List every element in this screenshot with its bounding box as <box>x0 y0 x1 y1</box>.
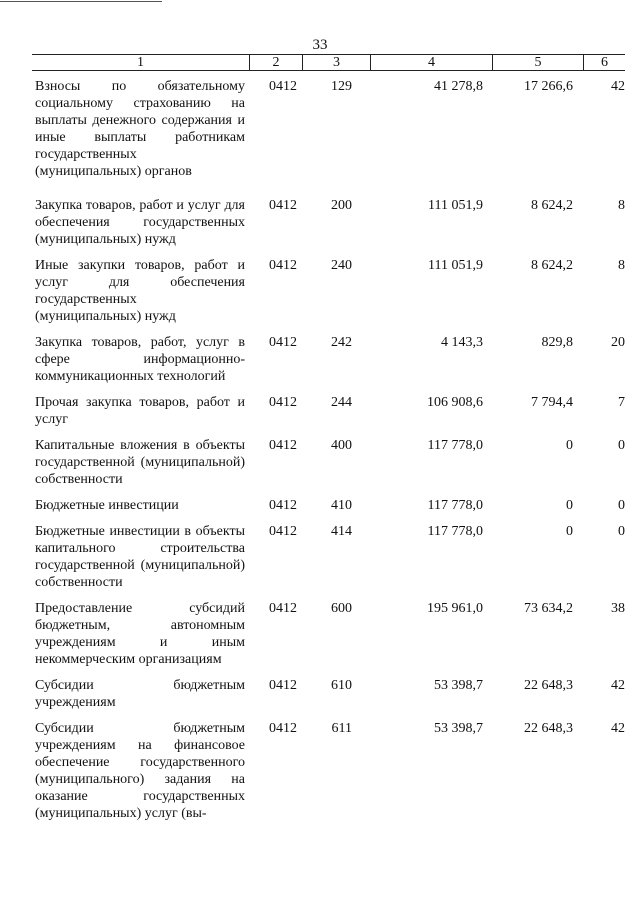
row-expense-type: 600 <box>331 601 352 616</box>
header-col-3: 3 <box>302 55 370 70</box>
table-row <box>32 394 625 428</box>
row-percent: 20 <box>611 335 625 350</box>
header-col-5: 5 <box>492 55 583 70</box>
table-row <box>32 720 625 822</box>
table-row <box>32 257 625 325</box>
top-rule <box>0 1 162 2</box>
table-row <box>32 78 625 180</box>
header-col-1: 1 <box>137 55 144 70</box>
row-percent: 42 <box>611 721 625 736</box>
row-actual-value: 8 624,2 <box>531 198 573 213</box>
row-percent: 38 <box>611 601 625 616</box>
table-row <box>32 437 625 488</box>
row-name: Субсидии бюджетным учреждениям на финансовое обеспечение государственного (муниципального) задания на оказание государственных (муниципальных) услуг (вы- <box>35 721 245 821</box>
row-percent: 8 <box>618 258 625 273</box>
row-section-code: 0412 <box>269 721 297 736</box>
row-plan-value: 53 398,7 <box>434 678 483 693</box>
table-row <box>32 497 625 514</box>
row-plan-value: 106 908,6 <box>427 395 483 410</box>
header-col-4: 4 <box>370 55 492 70</box>
row-section-code: 0412 <box>269 395 297 410</box>
row-actual-value: 17 266,6 <box>524 79 573 94</box>
row-name: Субсидии бюджетным учреждениям <box>35 678 245 710</box>
row-actual-value: 73 634,2 <box>524 601 573 616</box>
header-col-2: 2 <box>249 55 302 70</box>
row-plan-value: 117 778,0 <box>427 498 483 513</box>
row-actual-value: 7 794,4 <box>531 395 573 410</box>
row-plan-value: 117 778,0 <box>427 438 483 453</box>
row-section-code: 0412 <box>269 79 297 94</box>
row-percent: 0 <box>618 438 625 453</box>
row-plan-value: 53 398,7 <box>434 721 483 736</box>
row-expense-type: 410 <box>331 498 352 513</box>
row-name: Взносы по обязательному социальному страхованию на выплаты денежного содержания и иные выплаты работникам государственных (муниципальных) органов <box>35 79 245 179</box>
row-section-code: 0412 <box>269 198 297 213</box>
row-name: Бюджетные инвестиции в объекты капитального строительства государственной (муниципальной) собственности <box>35 524 245 590</box>
row-percent: 8 <box>618 198 625 213</box>
row-percent: 0 <box>618 498 625 513</box>
row-section-code: 0412 <box>269 524 297 539</box>
row-percent: 42 <box>611 79 625 94</box>
row-plan-value: 111 051,9 <box>428 198 483 213</box>
row-expense-type: 240 <box>331 258 352 273</box>
row-expense-type: 129 <box>331 79 352 94</box>
row-plan-value: 4 143,3 <box>441 335 483 350</box>
row-actual-value: 0 <box>566 498 573 513</box>
table-row <box>32 197 625 248</box>
row-section-code: 0412 <box>269 438 297 453</box>
row-expense-type: 244 <box>331 395 352 410</box>
row-actual-value: 22 648,3 <box>524 721 573 736</box>
row-actual-value: 8 624,2 <box>531 258 573 273</box>
table-body <box>32 78 625 822</box>
row-expense-type: 610 <box>331 678 352 693</box>
row-section-code: 0412 <box>269 258 297 273</box>
row-name: Закупка товаров, работ, услуг в сфере информационно-коммуникационных технологий <box>35 335 245 384</box>
row-plan-value: 111 051,9 <box>428 258 483 273</box>
table-row <box>32 677 625 711</box>
row-actual-value: 0 <box>566 524 573 539</box>
row-expense-type: 200 <box>331 198 352 213</box>
row-name: Капитальные вложения в объекты государственной (муниципальной) собственности <box>35 438 245 487</box>
row-plan-value: 41 278,8 <box>434 79 483 94</box>
table-row <box>32 600 625 668</box>
table-row <box>32 523 625 591</box>
row-name: Иные закупки товаров, работ и услуг для обеспечения государственных (муниципальных) нужд <box>35 258 245 324</box>
row-percent: 42 <box>611 678 625 693</box>
row-actual-value: 829,8 <box>541 335 573 350</box>
row-actual-value: 0 <box>566 438 573 453</box>
row-plan-value: 117 778,0 <box>427 524 483 539</box>
row-section-code: 0412 <box>269 678 297 693</box>
table-row <box>32 334 625 385</box>
row-section-code: 0412 <box>269 601 297 616</box>
row-name: Предоставление субсидий бюджетным, автономным учреждениям и иным некоммерческим организациям <box>35 601 245 667</box>
row-plan-value: 195 961,0 <box>427 601 483 616</box>
row-expense-type: 414 <box>331 524 352 539</box>
row-section-code: 0412 <box>269 335 297 350</box>
row-percent: 7 <box>618 395 625 410</box>
row-section-code: 0412 <box>269 498 297 513</box>
row-actual-value: 22 648,3 <box>524 678 573 693</box>
header-col-6: 6 <box>583 55 625 70</box>
row-percent: 0 <box>618 524 625 539</box>
row-expense-type: 611 <box>331 721 352 736</box>
row-name: Закупка товаров, работ и услуг для обеспечения государственных (муниципальных) нужд <box>35 198 245 247</box>
row-name: Бюджетные инвестиции <box>35 498 179 513</box>
row-expense-type: 400 <box>331 438 352 453</box>
row-name: Прочая закупка товаров, работ и услуг <box>35 395 245 427</box>
table-header <box>32 54 625 71</box>
page-number: 33 <box>312 37 328 53</box>
row-expense-type: 242 <box>331 335 352 350</box>
